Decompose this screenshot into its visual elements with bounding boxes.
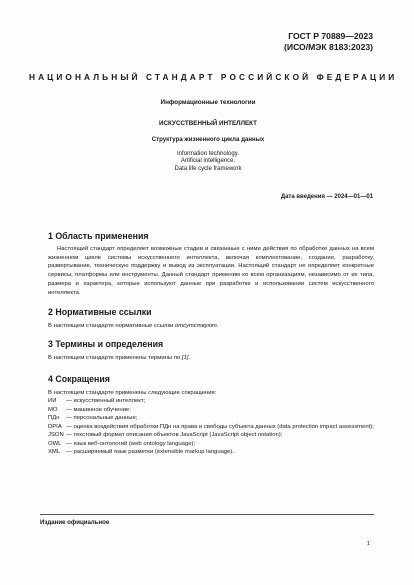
section-3-heading: 3 Термины и определения	[48, 339, 164, 349]
abbreviation-list	[48, 397, 374, 457]
section-4-heading: 4 Сокращения	[48, 374, 110, 384]
section-3-text	[48, 354, 374, 363]
section-3-text-suffix: .	[188, 355, 191, 361]
title-subtitle: Структура жизненного цикла данных	[151, 136, 265, 143]
abbreviation-definition: — расширяемый язык разметки (extensible markup language).	[66, 449, 235, 455]
section-2-heading: 2 Нормативные ссылки	[48, 307, 152, 317]
english-title-line: Artificial intelligence.	[180, 158, 236, 165]
abbreviation-item	[48, 423, 374, 432]
abbreviation-definition: — машинное обучение;	[66, 406, 131, 413]
title-topic: ИСКУССТВЕННЫЙ ИНТЕЛЛЕКТ	[158, 120, 258, 127]
introduction-date: Дата введения — 2024—01—01	[280, 194, 373, 200]
abbreviation-term: DPIA	[48, 423, 62, 430]
national-standard-banner: НАЦИОНАЛЬНЫЙ СТАНДАРТ РОССИЙСКОЙ ФЕДЕРАЦИИ	[29, 72, 398, 82]
abbreviation-item	[48, 414, 374, 423]
abbreviation-term: JSON	[48, 432, 64, 438]
section-2-text-emphasis: отсутствуют	[174, 323, 217, 329]
abbreviation-item	[48, 397, 374, 406]
english-title	[60, 151, 356, 173]
abbreviation-term: МО	[48, 406, 58, 413]
abbreviation-definition: — текстовый формат описания объектов JavaScript (JavaScript object notation);	[66, 432, 283, 438]
abbreviation-definition: — язык веб-онтологий (web ontology language);	[66, 440, 196, 447]
iso-reference: (ИСО/МЭК 8183:2023)	[284, 42, 373, 52]
abbreviation-definition: — персональные данные;	[66, 415, 138, 421]
abbreviation-item	[48, 440, 374, 449]
section-2-text-suffix: .	[216, 323, 219, 329]
abbreviation-term: ПДн	[48, 415, 60, 421]
official-edition-note: Издание официальное	[40, 519, 110, 526]
title-field: Информационные технологии	[160, 99, 256, 106]
english-title-line: Information technology.	[177, 151, 239, 157]
section-2-text-prefix: В настоящем стандарте нормативные ссылки	[48, 323, 175, 329]
abbreviation-definition: — оценка воздействия обработки ПДн на права и свободы субъекта данных (data protection impact assessment);	[66, 423, 374, 430]
section-2-text	[48, 322, 374, 331]
gost-identifier	[284, 31, 373, 53]
section-4-text: В настоящем стандарте применены следующие сокращения:	[48, 390, 217, 396]
abbreviation-item	[48, 448, 374, 457]
section-3-text-prefix: В настоящем стандарте применены термины по	[48, 355, 182, 361]
abbreviation-term: ИИ	[48, 398, 57, 404]
abbreviation-definition: — искусственный интеллект;	[66, 398, 146, 404]
section-1-heading: 1 Область применения	[48, 231, 149, 241]
abbreviation-term: OWL	[48, 440, 62, 447]
page-number: 1	[366, 541, 370, 547]
abbreviation-item	[48, 431, 374, 440]
english-title-line: Data life cycle framework	[174, 165, 242, 172]
section-1-text: Настоящий стандарт определяет возможные стадии и связанные с ними действия по обработке данных на всем жизненном цикле системы искусственного интеллекта, включая комплектование, создание, разработку, развертывание, техническую поддержку и вывод из эксплуатации. Настоящий стандарт не определяет конкретные сервисы, платформы или инструменты. Данный стандарт применим ко всем организациям, независимо от их типа, размера и характера, которые используют данные при разработке и использовании систем искусственного интеллекта.	[48, 246, 374, 296]
gost-number: ГОСТ Р 70889—2023	[288, 31, 373, 41]
bibliography-reference: [1]	[181, 355, 189, 361]
footer-divider	[40, 514, 374, 515]
abbreviation-term: XML	[48, 449, 61, 455]
abbreviation-item	[48, 406, 374, 415]
